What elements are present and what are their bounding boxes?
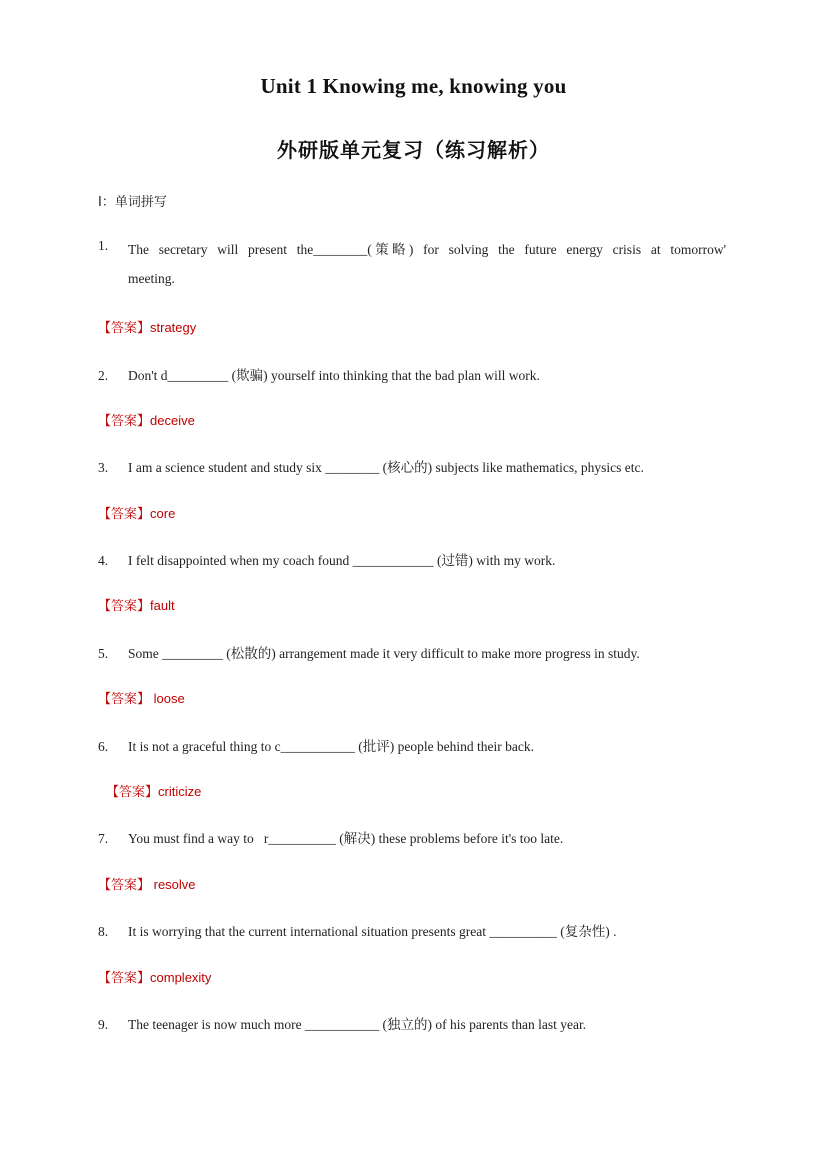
answer-1: [98, 317, 196, 336]
answer-tag: 【答案】: [98, 599, 151, 614]
answer-8: [98, 967, 211, 986]
answer-word: complexity: [150, 970, 212, 985]
question-text: The secretary will present the________(策略) for solving the future energy crisis at tomorrow': [128, 242, 726, 257]
question-number: 2.: [98, 368, 109, 383]
question-number: 7.: [98, 831, 109, 846]
answer-5: [98, 688, 185, 707]
question-3: [98, 456, 644, 476]
answer-word: fault: [150, 598, 175, 613]
question-number: 5.: [98, 646, 109, 661]
answer-tag: 【答案】: [98, 321, 151, 336]
answer-tag: 【答案】: [98, 507, 151, 522]
question-text: It is not a graceful thing to c___________ (批评) people behind their back.: [128, 739, 535, 754]
answer-word: strategy: [150, 320, 197, 335]
question-text: The teenager is now much more ___________ (独立的) of his parents than last year.: [128, 1017, 587, 1032]
question-number: 1.: [98, 238, 109, 253]
answer-2: [98, 410, 195, 429]
answer-tag: 【答案】: [98, 692, 151, 707]
question-5: [98, 642, 640, 662]
question-number: 3.: [98, 460, 109, 475]
answer-word: core: [150, 506, 176, 521]
question-text: Some _________ (松散的) arrangement made it very difficult to make more progress in study.: [128, 646, 640, 661]
question-text: I am a science student and study six ________ (核心的) subjects like mathematics, physics etc.: [128, 460, 644, 475]
question-number: 9.: [98, 1017, 109, 1032]
answer-word: resolve: [150, 877, 196, 892]
answer-7: [98, 874, 196, 893]
question-4: [98, 549, 555, 569]
document-subtitle: 外研版单元复习（练习解析）: [277, 138, 550, 162]
question-text: Don't d_________ (欺骗) yourself into thinking that the bad plan will work.: [128, 368, 540, 383]
answer-tag: 【答案】: [98, 971, 151, 986]
answer-6: [106, 781, 201, 800]
question-text: You must find a way to r__________ (解决) these problems before it's too late.: [128, 831, 564, 846]
answer-3: [98, 503, 175, 522]
question-number: 6.: [98, 739, 109, 754]
answer-word: loose: [150, 691, 185, 706]
answer-tag: 【答案】: [106, 785, 159, 800]
question-text: I felt disappointed when my coach found ____________ (过错) with my work.: [128, 553, 556, 568]
question-text: It is worrying that the current international situation presents great __________ (复杂性) .: [128, 924, 617, 939]
question-8: [98, 920, 617, 940]
answer-word: criticize: [158, 784, 202, 799]
question-7: [98, 827, 563, 847]
answer-tag: 【答案】: [98, 414, 151, 429]
question-6: [98, 735, 534, 755]
answer-word: deceive: [150, 413, 195, 428]
question-2: [98, 364, 540, 384]
question-text-continuation: meeting.: [128, 271, 175, 286]
document-title: Unit 1 Knowing me, knowing you: [260, 74, 567, 98]
question-number: 4.: [98, 553, 109, 568]
answer-4: [98, 595, 175, 614]
question-9: [98, 1013, 586, 1033]
section-heading: I：单词拼写: [98, 195, 167, 210]
question-number: 8.: [98, 924, 109, 939]
answer-tag: 【答案】: [98, 878, 151, 893]
